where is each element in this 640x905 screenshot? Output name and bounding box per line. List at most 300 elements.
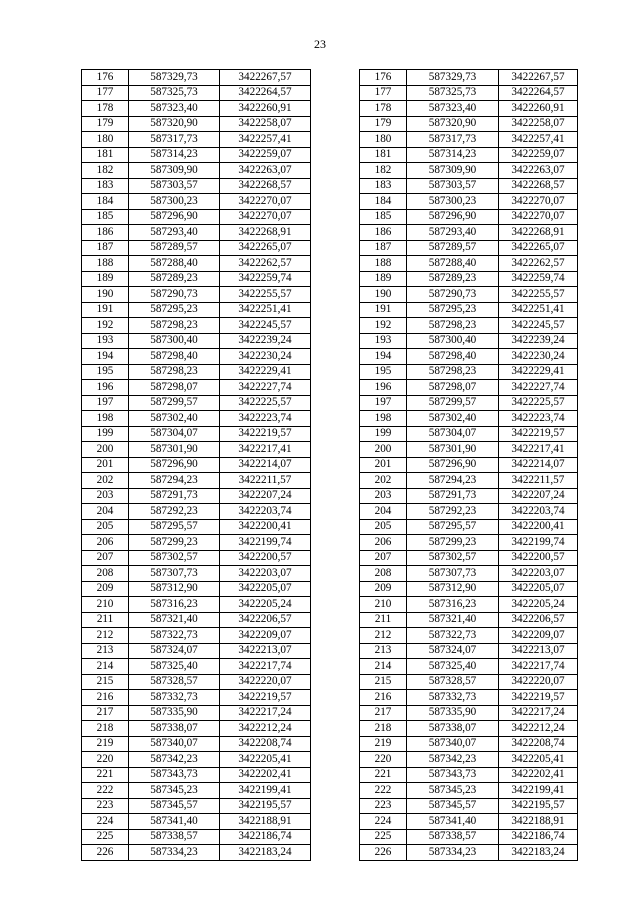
right-point-number-cell: 214	[360, 659, 407, 675]
left-y-coordinate-cell: 3422225,57	[220, 395, 311, 411]
right-point-number-cell: 206	[360, 535, 407, 551]
right-x-coordinate-cell: 587299,23	[407, 535, 499, 551]
left-x-coordinate-cell: 587335,90	[129, 705, 220, 721]
table-row	[82, 457, 578, 473]
column-gap	[311, 240, 360, 256]
left-point-number-cell: 197	[82, 395, 129, 411]
left-point-number-cell: 201	[82, 457, 129, 473]
left-y-coordinate-cell: 3422214,07	[220, 457, 311, 473]
left-point-number-cell: 182	[82, 163, 129, 179]
right-point-number-cell: 190	[360, 287, 407, 303]
right-y-coordinate-cell: 3422212,24	[499, 721, 578, 737]
left-y-coordinate-cell: 3422251,41	[220, 302, 311, 318]
right-point-number-cell: 188	[360, 256, 407, 272]
right-x-coordinate-cell: 587293,40	[407, 225, 499, 241]
left-point-number-cell: 218	[82, 721, 129, 737]
column-gap	[311, 209, 360, 225]
left-x-coordinate-cell: 587290,73	[129, 287, 220, 303]
left-x-coordinate-cell: 587301,90	[129, 442, 220, 458]
table-row	[82, 380, 578, 396]
left-x-coordinate-cell: 587323,40	[129, 101, 220, 117]
right-x-coordinate-cell: 587329,73	[407, 70, 499, 86]
right-point-number-cell: 180	[360, 132, 407, 148]
right-x-coordinate-cell: 587341,40	[407, 814, 499, 830]
left-point-number-cell: 221	[82, 767, 129, 783]
left-x-coordinate-cell: 587295,57	[129, 519, 220, 535]
left-y-coordinate-cell: 3422268,91	[220, 225, 311, 241]
left-point-number-cell: 191	[82, 302, 129, 318]
right-y-coordinate-cell: 3422205,41	[499, 752, 578, 768]
right-y-coordinate-cell: 3422229,41	[499, 364, 578, 380]
right-x-coordinate-cell: 587300,40	[407, 333, 499, 349]
table-row	[82, 566, 578, 582]
left-point-number-cell: 186	[82, 225, 129, 241]
table-row	[82, 271, 578, 287]
right-y-coordinate-cell: 3422183,24	[499, 845, 578, 861]
table-row	[82, 550, 578, 566]
right-x-coordinate-cell: 587303,57	[407, 178, 499, 194]
right-y-coordinate-cell: 3422265,07	[499, 240, 578, 256]
page-number: 23	[314, 37, 326, 51]
right-y-coordinate-cell: 3422217,41	[499, 442, 578, 458]
table-row	[82, 752, 578, 768]
right-y-coordinate-cell: 3422270,07	[499, 194, 578, 210]
left-y-coordinate-cell: 3422195,57	[220, 798, 311, 814]
right-x-coordinate-cell: 587302,57	[407, 550, 499, 566]
right-point-number-cell: 224	[360, 814, 407, 830]
left-y-coordinate-cell: 3422206,57	[220, 612, 311, 628]
left-point-number-cell: 226	[82, 845, 129, 861]
left-point-number-cell: 193	[82, 333, 129, 349]
left-point-number-cell: 222	[82, 783, 129, 799]
left-point-number-cell: 195	[82, 364, 129, 380]
left-y-coordinate-cell: 3422229,41	[220, 364, 311, 380]
column-gap	[311, 225, 360, 241]
table-row	[82, 519, 578, 535]
right-point-number-cell: 205	[360, 519, 407, 535]
right-point-number-cell: 184	[360, 194, 407, 210]
left-x-coordinate-cell: 587338,07	[129, 721, 220, 737]
table-row	[82, 85, 578, 101]
left-point-number-cell: 178	[82, 101, 129, 117]
left-y-coordinate-cell: 3422199,41	[220, 783, 311, 799]
right-x-coordinate-cell: 587325,73	[407, 85, 499, 101]
column-gap	[311, 783, 360, 799]
table-row	[82, 783, 578, 799]
left-y-coordinate-cell: 3422207,24	[220, 488, 311, 504]
right-x-coordinate-cell: 587290,73	[407, 287, 499, 303]
right-y-coordinate-cell: 3422217,24	[499, 705, 578, 721]
left-x-coordinate-cell: 587298,23	[129, 318, 220, 334]
left-point-number-cell: 219	[82, 736, 129, 752]
column-gap	[311, 798, 360, 814]
right-point-number-cell: 182	[360, 163, 407, 179]
right-x-coordinate-cell: 587345,23	[407, 783, 499, 799]
left-x-coordinate-cell: 587328,57	[129, 674, 220, 690]
right-x-coordinate-cell: 587320,90	[407, 116, 499, 132]
table-row	[82, 349, 578, 365]
column-gap	[311, 814, 360, 830]
left-x-coordinate-cell: 587317,73	[129, 132, 220, 148]
right-y-coordinate-cell: 3422258,07	[499, 116, 578, 132]
left-x-coordinate-cell: 587345,23	[129, 783, 220, 799]
table-row	[82, 442, 578, 458]
left-x-coordinate-cell: 587329,73	[129, 70, 220, 86]
right-x-coordinate-cell: 587304,07	[407, 426, 499, 442]
right-x-coordinate-cell: 587335,90	[407, 705, 499, 721]
column-gap	[311, 643, 360, 659]
right-y-coordinate-cell: 3422230,24	[499, 349, 578, 365]
right-y-coordinate-cell: 3422251,41	[499, 302, 578, 318]
right-x-coordinate-cell: 587316,23	[407, 597, 499, 613]
left-x-coordinate-cell: 587298,07	[129, 380, 220, 396]
left-y-coordinate-cell: 3422205,41	[220, 752, 311, 768]
left-x-coordinate-cell: 587299,57	[129, 395, 220, 411]
table-row	[82, 364, 578, 380]
column-gap	[311, 178, 360, 194]
right-x-coordinate-cell: 587321,40	[407, 612, 499, 628]
table-row	[82, 333, 578, 349]
left-y-coordinate-cell: 3422202,41	[220, 767, 311, 783]
right-x-coordinate-cell: 587302,40	[407, 411, 499, 427]
table-row	[82, 101, 578, 117]
right-point-number-cell: 215	[360, 674, 407, 690]
left-x-coordinate-cell: 587307,73	[129, 566, 220, 582]
left-point-number-cell: 209	[82, 581, 129, 597]
right-point-number-cell: 187	[360, 240, 407, 256]
right-y-coordinate-cell: 3422217,74	[499, 659, 578, 675]
right-x-coordinate-cell: 587312,90	[407, 581, 499, 597]
column-gap	[311, 736, 360, 752]
right-point-number-cell: 185	[360, 209, 407, 225]
column-gap	[311, 194, 360, 210]
right-point-number-cell: 177	[360, 85, 407, 101]
left-y-coordinate-cell: 3422219,57	[220, 690, 311, 706]
left-point-number-cell: 216	[82, 690, 129, 706]
right-point-number-cell: 216	[360, 690, 407, 706]
right-x-coordinate-cell: 587298,40	[407, 349, 499, 365]
right-x-coordinate-cell: 587291,73	[407, 488, 499, 504]
right-x-coordinate-cell: 587325,40	[407, 659, 499, 675]
right-x-coordinate-cell: 587298,23	[407, 318, 499, 334]
column-gap	[311, 550, 360, 566]
column-gap	[311, 845, 360, 861]
table-row	[82, 659, 578, 675]
left-y-coordinate-cell: 3422245,57	[220, 318, 311, 334]
left-x-coordinate-cell: 587299,23	[129, 535, 220, 551]
right-y-coordinate-cell: 3422200,41	[499, 519, 578, 535]
left-x-coordinate-cell: 587322,73	[129, 628, 220, 644]
column-gap	[311, 535, 360, 551]
left-y-coordinate-cell: 3422259,74	[220, 271, 311, 287]
right-y-coordinate-cell: 3422268,91	[499, 225, 578, 241]
right-point-number-cell: 186	[360, 225, 407, 241]
column-gap	[311, 612, 360, 628]
left-y-coordinate-cell: 3422264,57	[220, 85, 311, 101]
table-row	[82, 240, 578, 256]
right-x-coordinate-cell: 587332,73	[407, 690, 499, 706]
left-x-coordinate-cell: 587300,40	[129, 333, 220, 349]
right-point-number-cell: 197	[360, 395, 407, 411]
right-point-number-cell: 219	[360, 736, 407, 752]
right-y-coordinate-cell: 3422206,57	[499, 612, 578, 628]
right-x-coordinate-cell: 587323,40	[407, 101, 499, 117]
table-row	[82, 581, 578, 597]
right-y-coordinate-cell: 3422259,74	[499, 271, 578, 287]
left-y-coordinate-cell: 3422188,91	[220, 814, 311, 830]
left-x-coordinate-cell: 587309,90	[129, 163, 220, 179]
left-y-coordinate-cell: 3422199,74	[220, 535, 311, 551]
right-y-coordinate-cell: 3422188,91	[499, 814, 578, 830]
right-y-coordinate-cell: 3422220,07	[499, 674, 578, 690]
column-gap	[311, 581, 360, 597]
right-y-coordinate-cell: 3422205,07	[499, 581, 578, 597]
table-row	[82, 473, 578, 489]
right-x-coordinate-cell: 587289,23	[407, 271, 499, 287]
left-x-coordinate-cell: 587288,40	[129, 256, 220, 272]
left-point-number-cell: 185	[82, 209, 129, 225]
left-y-coordinate-cell: 3422223,74	[220, 411, 311, 427]
left-x-coordinate-cell: 587304,07	[129, 426, 220, 442]
right-y-coordinate-cell: 3422213,07	[499, 643, 578, 659]
left-point-number-cell: 176	[82, 70, 129, 86]
right-point-number-cell: 179	[360, 116, 407, 132]
left-point-number-cell: 210	[82, 597, 129, 613]
left-x-coordinate-cell: 587289,57	[129, 240, 220, 256]
left-y-coordinate-cell: 3422255,57	[220, 287, 311, 303]
right-point-number-cell: 193	[360, 333, 407, 349]
right-y-coordinate-cell: 3422223,74	[499, 411, 578, 427]
right-point-number-cell: 191	[360, 302, 407, 318]
right-x-coordinate-cell: 587324,07	[407, 643, 499, 659]
table-row	[82, 845, 578, 861]
right-x-coordinate-cell: 587334,23	[407, 845, 499, 861]
left-y-coordinate-cell: 3422268,57	[220, 178, 311, 194]
column-gap	[311, 767, 360, 783]
right-x-coordinate-cell: 587322,73	[407, 628, 499, 644]
left-y-coordinate-cell: 3422209,07	[220, 628, 311, 644]
right-y-coordinate-cell: 3422227,74	[499, 380, 578, 396]
table-row	[82, 209, 578, 225]
right-point-number-cell: 202	[360, 473, 407, 489]
table-row	[82, 287, 578, 303]
left-y-coordinate-cell: 3422267,57	[220, 70, 311, 86]
right-x-coordinate-cell: 587300,23	[407, 194, 499, 210]
left-point-number-cell: 225	[82, 829, 129, 845]
left-x-coordinate-cell: 587294,23	[129, 473, 220, 489]
left-x-coordinate-cell: 587292,23	[129, 504, 220, 520]
column-gap	[311, 457, 360, 473]
right-y-coordinate-cell: 3422263,07	[499, 163, 578, 179]
right-y-coordinate-cell: 3422202,41	[499, 767, 578, 783]
table-row	[82, 426, 578, 442]
table-row	[82, 411, 578, 427]
left-y-coordinate-cell: 3422213,07	[220, 643, 311, 659]
left-x-coordinate-cell: 587325,40	[129, 659, 220, 675]
right-x-coordinate-cell: 587298,07	[407, 380, 499, 396]
right-point-number-cell: 195	[360, 364, 407, 380]
left-point-number-cell: 184	[82, 194, 129, 210]
right-point-number-cell: 178	[360, 101, 407, 117]
column-gap	[311, 721, 360, 737]
left-y-coordinate-cell: 3422186,74	[220, 829, 311, 845]
column-gap	[311, 70, 360, 86]
left-point-number-cell: 183	[82, 178, 129, 194]
left-y-coordinate-cell: 3422212,24	[220, 721, 311, 737]
left-point-number-cell: 190	[82, 287, 129, 303]
right-x-coordinate-cell: 587288,40	[407, 256, 499, 272]
table-row	[82, 628, 578, 644]
right-point-number-cell: 200	[360, 442, 407, 458]
left-y-coordinate-cell: 3422270,07	[220, 194, 311, 210]
table-row	[82, 829, 578, 845]
right-y-coordinate-cell: 3422186,74	[499, 829, 578, 845]
right-x-coordinate-cell: 587295,57	[407, 519, 499, 535]
table-row	[82, 504, 578, 520]
right-y-coordinate-cell: 3422199,74	[499, 535, 578, 551]
left-y-coordinate-cell: 3422265,07	[220, 240, 311, 256]
left-point-number-cell: 187	[82, 240, 129, 256]
left-point-number-cell: 211	[82, 612, 129, 628]
left-point-number-cell: 192	[82, 318, 129, 334]
column-gap	[311, 504, 360, 520]
right-y-coordinate-cell: 3422264,57	[499, 85, 578, 101]
left-y-coordinate-cell: 3422217,74	[220, 659, 311, 675]
table-row	[82, 674, 578, 690]
right-y-coordinate-cell: 3422203,07	[499, 566, 578, 582]
column-gap	[311, 163, 360, 179]
left-y-coordinate-cell: 3422217,41	[220, 442, 311, 458]
left-x-coordinate-cell: 587296,90	[129, 209, 220, 225]
left-point-number-cell: 204	[82, 504, 129, 520]
coordinates-table-body	[82, 70, 578, 861]
left-point-number-cell: 198	[82, 411, 129, 427]
left-point-number-cell: 202	[82, 473, 129, 489]
left-y-coordinate-cell: 3422262,57	[220, 256, 311, 272]
column-gap	[311, 333, 360, 349]
left-y-coordinate-cell: 3422259,07	[220, 147, 311, 163]
right-point-number-cell: 212	[360, 628, 407, 644]
left-point-number-cell: 213	[82, 643, 129, 659]
left-y-coordinate-cell: 3422203,07	[220, 566, 311, 582]
left-y-coordinate-cell: 3422227,74	[220, 380, 311, 396]
right-x-coordinate-cell: 587338,07	[407, 721, 499, 737]
left-point-number-cell: 214	[82, 659, 129, 675]
column-gap	[311, 116, 360, 132]
right-point-number-cell: 181	[360, 147, 407, 163]
right-point-number-cell: 209	[360, 581, 407, 597]
left-point-number-cell: 181	[82, 147, 129, 163]
right-point-number-cell: 210	[360, 597, 407, 613]
table-row	[82, 147, 578, 163]
left-x-coordinate-cell: 587302,40	[129, 411, 220, 427]
left-point-number-cell: 177	[82, 85, 129, 101]
left-y-coordinate-cell: 3422217,24	[220, 705, 311, 721]
left-y-coordinate-cell: 3422260,91	[220, 101, 311, 117]
right-point-number-cell: 217	[360, 705, 407, 721]
right-x-coordinate-cell: 587338,57	[407, 829, 499, 845]
right-point-number-cell: 199	[360, 426, 407, 442]
left-y-coordinate-cell: 3422200,41	[220, 519, 311, 535]
column-gap	[311, 659, 360, 675]
right-y-coordinate-cell: 3422208,74	[499, 736, 578, 752]
right-y-coordinate-cell: 3422199,41	[499, 783, 578, 799]
left-point-number-cell: 207	[82, 550, 129, 566]
right-y-coordinate-cell: 3422200,57	[499, 550, 578, 566]
column-gap	[311, 426, 360, 442]
left-y-coordinate-cell: 3422263,07	[220, 163, 311, 179]
left-point-number-cell: 223	[82, 798, 129, 814]
column-gap	[311, 85, 360, 101]
column-gap	[311, 674, 360, 690]
right-y-coordinate-cell: 3422267,57	[499, 70, 578, 86]
right-x-coordinate-cell: 587340,07	[407, 736, 499, 752]
right-y-coordinate-cell: 3422268,57	[499, 178, 578, 194]
left-point-number-cell: 224	[82, 814, 129, 830]
table-row	[82, 302, 578, 318]
column-gap	[311, 519, 360, 535]
left-x-coordinate-cell: 587298,40	[129, 349, 220, 365]
column-gap	[311, 411, 360, 427]
left-y-coordinate-cell: 3422257,41	[220, 132, 311, 148]
left-x-coordinate-cell: 587302,57	[129, 550, 220, 566]
right-point-number-cell: 220	[360, 752, 407, 768]
table-row	[82, 318, 578, 334]
left-point-number-cell: 212	[82, 628, 129, 644]
right-y-coordinate-cell: 3422219,57	[499, 690, 578, 706]
left-y-coordinate-cell: 3422205,07	[220, 581, 311, 597]
column-gap	[311, 147, 360, 163]
table-row	[82, 705, 578, 721]
table-row	[82, 612, 578, 628]
left-y-coordinate-cell: 3422211,57	[220, 473, 311, 489]
left-x-coordinate-cell: 587298,23	[129, 364, 220, 380]
table-row	[82, 488, 578, 504]
left-x-coordinate-cell: 587293,40	[129, 225, 220, 241]
right-point-number-cell: 221	[360, 767, 407, 783]
left-x-coordinate-cell: 587325,73	[129, 85, 220, 101]
right-point-number-cell: 192	[360, 318, 407, 334]
left-x-coordinate-cell: 587345,57	[129, 798, 220, 814]
right-y-coordinate-cell: 3422225,57	[499, 395, 578, 411]
left-point-number-cell: 220	[82, 752, 129, 768]
left-point-number-cell: 200	[82, 442, 129, 458]
left-x-coordinate-cell: 587314,23	[129, 147, 220, 163]
left-x-coordinate-cell: 587343,73	[129, 767, 220, 783]
left-point-number-cell: 208	[82, 566, 129, 582]
left-x-coordinate-cell: 587321,40	[129, 612, 220, 628]
left-y-coordinate-cell: 3422220,07	[220, 674, 311, 690]
left-y-coordinate-cell: 3422230,24	[220, 349, 311, 365]
right-x-coordinate-cell: 587317,73	[407, 132, 499, 148]
left-y-coordinate-cell: 3422208,74	[220, 736, 311, 752]
table-row	[82, 736, 578, 752]
right-x-coordinate-cell: 587328,57	[407, 674, 499, 690]
right-point-number-cell: 213	[360, 643, 407, 659]
right-x-coordinate-cell: 587309,90	[407, 163, 499, 179]
right-point-number-cell: 176	[360, 70, 407, 86]
left-point-number-cell: 199	[82, 426, 129, 442]
right-x-coordinate-cell: 587298,23	[407, 364, 499, 380]
left-point-number-cell: 203	[82, 488, 129, 504]
table-row	[82, 132, 578, 148]
right-point-number-cell: 183	[360, 178, 407, 194]
left-y-coordinate-cell: 3422258,07	[220, 116, 311, 132]
left-point-number-cell: 217	[82, 705, 129, 721]
left-x-coordinate-cell: 587320,90	[129, 116, 220, 132]
table-row	[82, 194, 578, 210]
table-row	[82, 256, 578, 272]
